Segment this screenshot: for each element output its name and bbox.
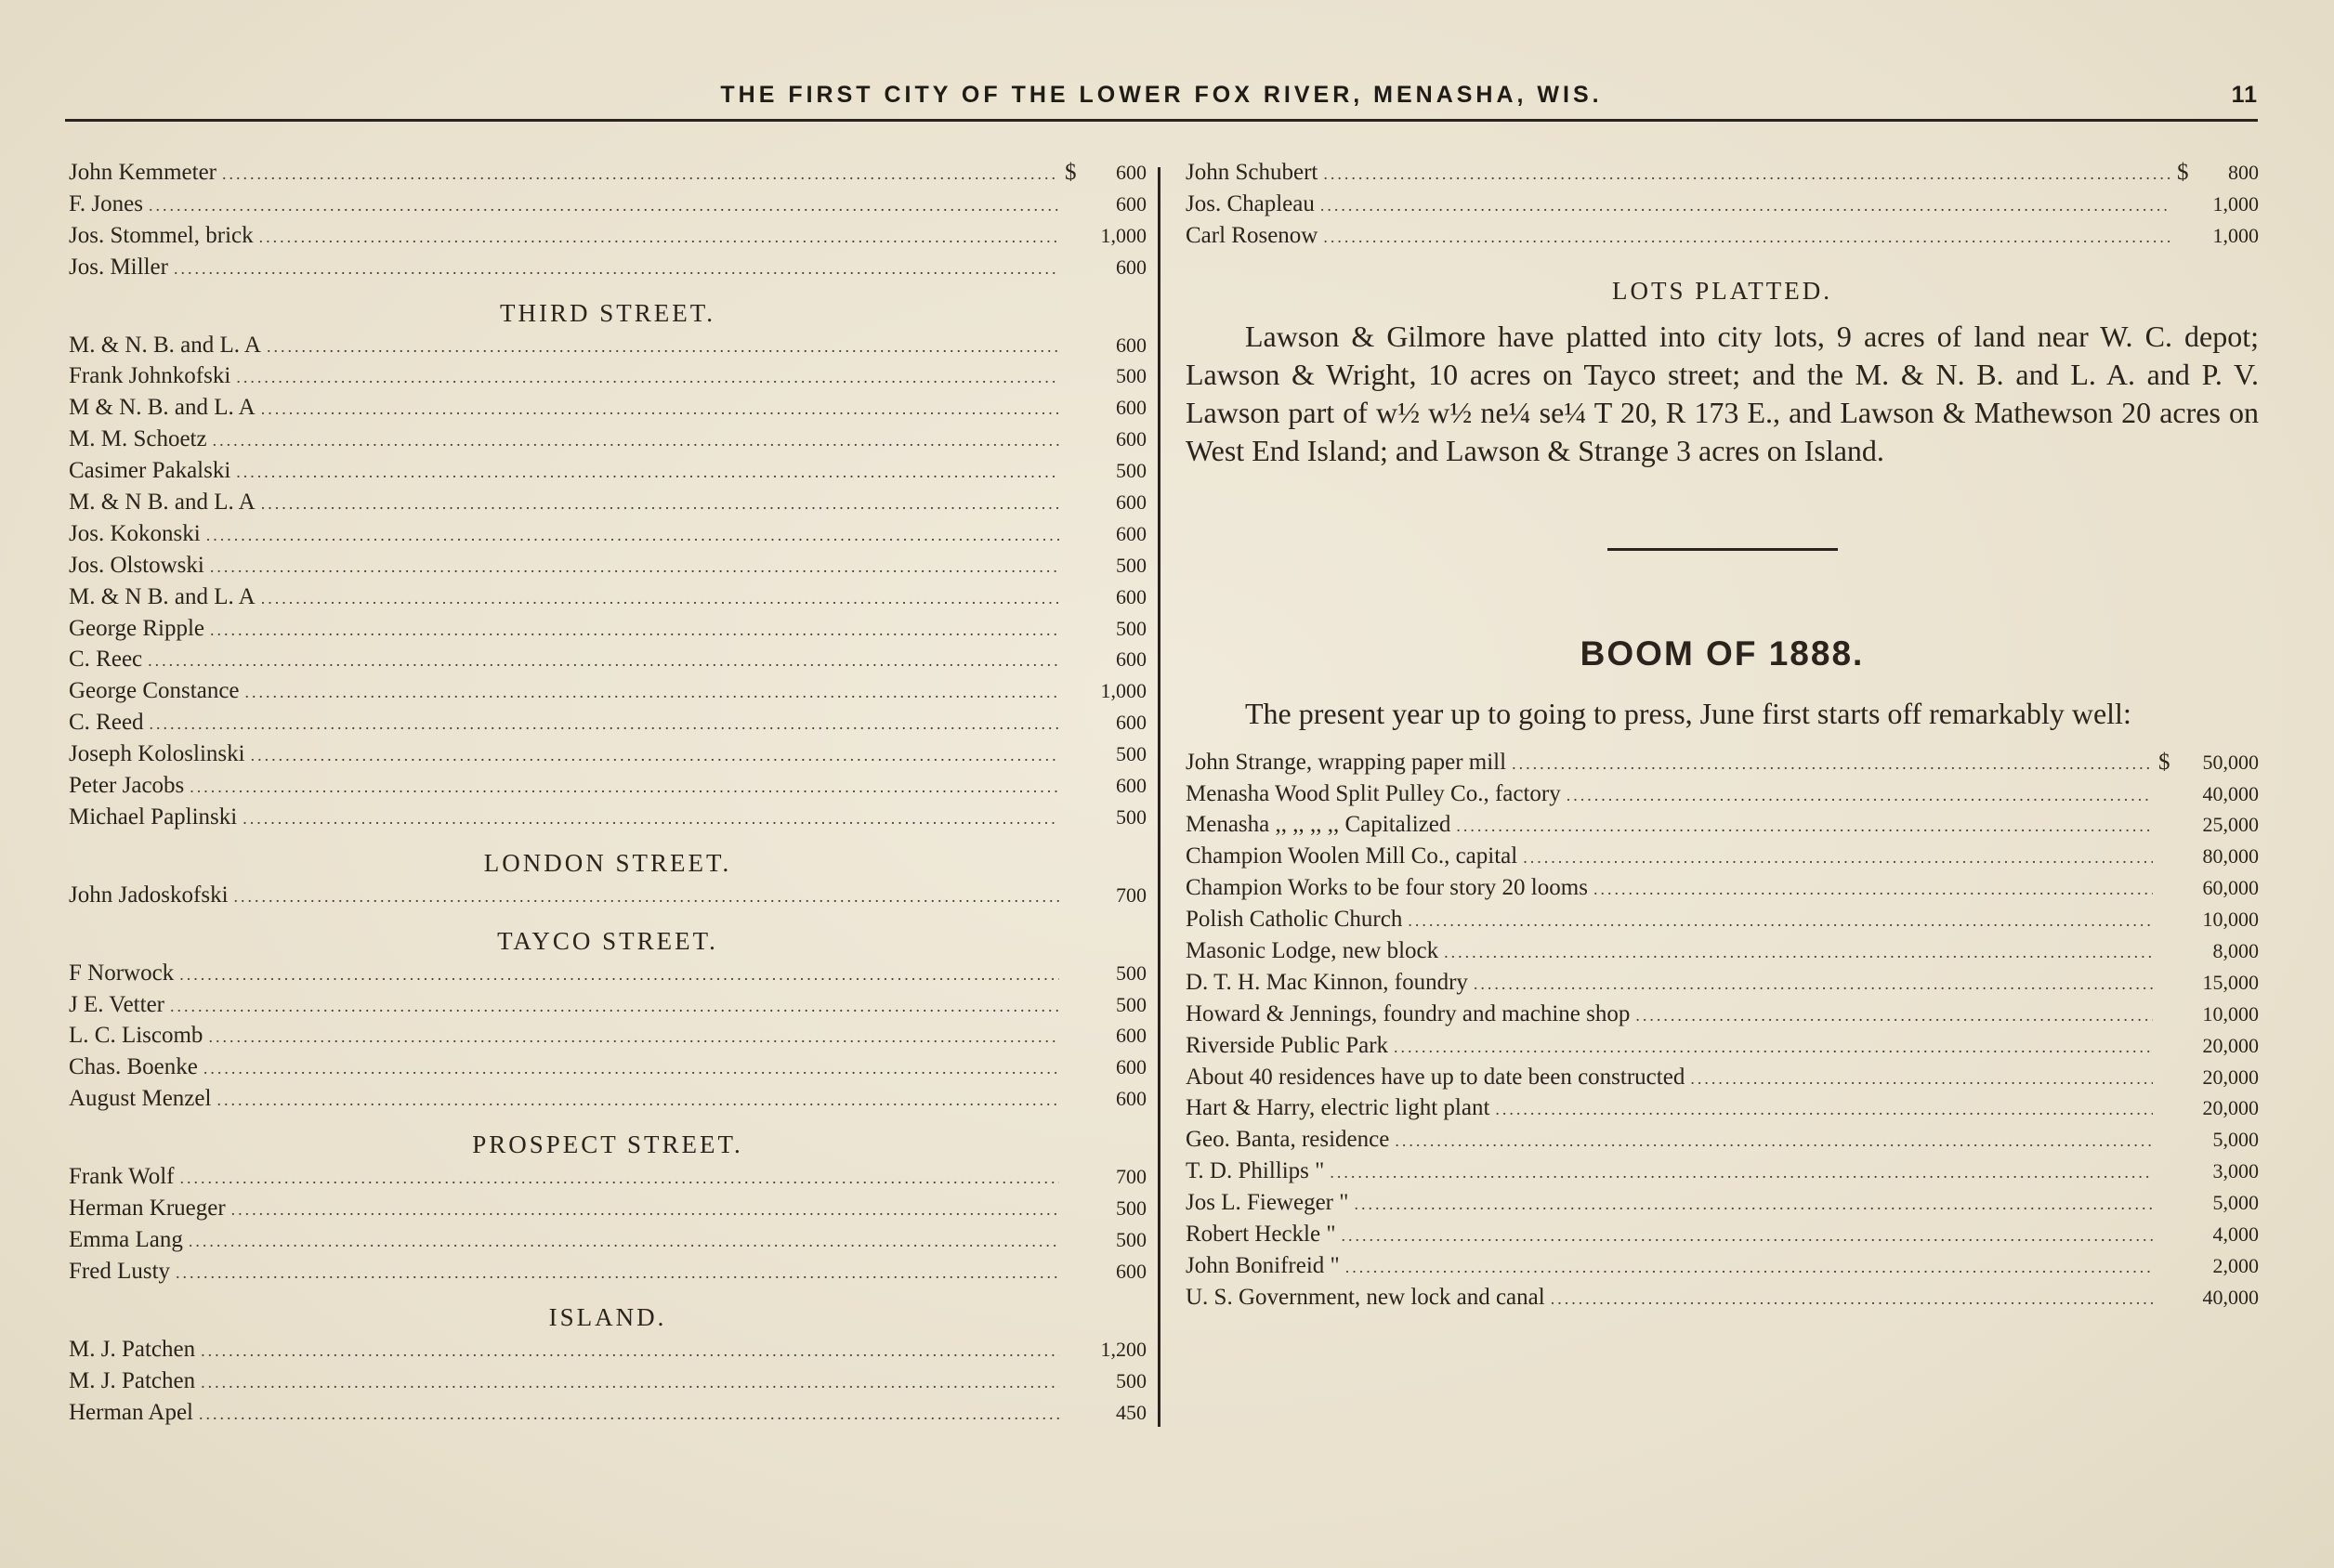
list-entry [69,333,1147,364]
section-heading: ISLAND. [548,1302,667,1331]
leader-dots [261,399,1059,419]
entry-name: Emma Lang [69,1226,183,1252]
entry-amount: 800 [2228,161,2259,184]
entry-amount: 450 [1116,1400,1147,1424]
boom-list [1186,750,2259,1316]
leader-dots [150,714,1059,734]
entry-currency: $ [1065,160,1077,185]
lots-platted-paragraph: Lawson & Gilmore have platted into city lots, 9 acres of land near W. C. depot; Lawson & Wright, 10 acres on Tayco street; and the M. & N. B. and L. A. and P. V. Lawson part of w½ w½ ne¼ se¼ T 20, R 173 E., and Lawson & Mathewson 20 acres on West End Island; and Lawson & Strange 3 acres on Island. [1186,319,2259,467]
section-heading: THIRD STREET. [500,298,715,327]
entry-name: C. Reed [69,710,144,736]
section-heading: TAYCO STREET. [497,926,718,955]
leader-dots [1593,880,2153,899]
entry-amount: 1,000 [2212,223,2259,247]
entry-name: Jos. Chapleau [1186,190,1315,216]
entry-amount: 500 [1116,1227,1147,1251]
entry-amount: 500 [1116,804,1147,829]
leader-dots [1444,943,2153,962]
entry-name: Fred Lusty [69,1258,171,1284]
list-entry [69,882,1147,914]
leader-dots [1635,1006,2153,1026]
list-entry [69,647,1147,678]
list-entry [69,1086,1147,1117]
section-heading: LONDON STREET. [483,848,732,877]
entry-amount: 600 [1116,191,1147,216]
list-entry [69,1054,1147,1086]
leader-dots [201,1373,1059,1392]
list-entry [69,223,1147,255]
entry-name: John Bonifreid " [1186,1252,1340,1278]
leader-dots [174,259,1059,279]
entry-amount: 700 [1116,882,1147,907]
entry-currency: $ [2177,160,2189,185]
list-entry [69,804,1147,836]
leader-dots [245,683,1059,702]
leader-dots [203,1059,1059,1078]
list-entry [69,1337,1147,1368]
entry-name: John Jadoskofski [69,882,229,908]
right-column [1186,160,2259,1316]
list-entry [69,1400,1147,1431]
entry-amount: 500 [1116,553,1147,577]
entry-amount: 2,000 [2212,1253,2259,1277]
entry-amount: 500 [1116,459,1147,483]
entry-name: M. M. Schoetz [69,426,207,452]
leader-dots [1354,1195,2153,1214]
entry-amount: 600 [1116,333,1147,357]
list-entry [1186,1222,2259,1253]
entry-name: Champion Works to be four story 20 looms [1186,875,1588,901]
section-rule [1607,548,1838,551]
entry-name: Chas. Boenke [69,1054,198,1080]
entry-amount: 3,000 [2212,1159,2259,1183]
leader-dots [190,777,1059,797]
section-heading: PROSPECT STREET. [472,1130,743,1159]
entry-name: Robert Heckle " [1186,1222,1336,1248]
list-entry [1186,750,2259,781]
entry-amount: 600 [1116,396,1147,420]
list-entry [69,992,1147,1024]
entry-name: D. T. H. Mac Kinnon, foundry [1186,969,1468,995]
entry-amount: 600 [1116,161,1147,184]
entry-name: M. & N B. and L. A [69,490,256,516]
entry-name: Jos. Stommel, brick [69,222,254,248]
list-entry [1186,907,2259,938]
entry-name: Herman Krueger [69,1196,226,1222]
entry-amount: 15,000 [2202,970,2259,994]
entry-name: Menasha Wood Split Pulley Co., factory [1186,780,1561,806]
leader-dots [1345,1258,2153,1277]
list-entry [69,255,1147,286]
entry-name: About 40 residences have up to date been constructed [1186,1064,1685,1090]
left-column [69,160,1147,1431]
entry-name: Champion Woolen Mill Co., capital [1186,843,1518,869]
entry-amount: 5,000 [2212,1191,2259,1215]
entry-name: Howard & Jennings, foundry and machine shop [1186,1000,1631,1026]
entry-amount: 600 [1116,427,1147,451]
list-entry [69,1368,1147,1400]
list-entry [69,521,1147,553]
list-entry [69,1164,1147,1196]
entry-amount: 20,000 [2202,1065,2259,1089]
list-entry [69,773,1147,804]
list-entry [1186,843,2259,875]
list-entry [1186,1127,2259,1158]
leader-dots [251,746,1059,765]
list-entry [69,710,1147,741]
entry-name: Frank Wolf [69,1164,175,1190]
list-entry [69,1227,1147,1259]
entry-name: M. J. Patchen [69,1367,196,1393]
entry-amount: 5,000 [2212,1128,2259,1152]
list-entry [1186,1095,2259,1127]
leader-dots [231,1200,1059,1220]
leader-dots [180,1169,1060,1188]
list-entry [1186,1285,2259,1316]
leader-dots [216,1091,1059,1110]
list-entry [69,458,1147,490]
street-sections [69,290,1147,1431]
entry-amount: 600 [1116,584,1147,608]
entry-name: F Norwock [69,960,175,986]
entry-amount: 500 [1116,992,1147,1016]
list-entry [69,191,1147,223]
header-rule [65,119,2258,122]
entry-name: George Constance [69,678,240,704]
entry-amount: 500 [1116,616,1147,640]
entry-name: M. J. Patchen [69,1336,196,1362]
boom-intro: The present year up to going to press, June first starts off remarkably well: [1245,696,2131,730]
list-entry [69,553,1147,584]
list-entry [69,160,1147,191]
list-entry [1186,938,2259,970]
entry-amount: 600 [1116,1055,1147,1079]
leader-dots [1395,1131,2153,1151]
entry-amount: 700 [1116,1165,1147,1189]
leader-dots [213,431,1059,451]
entry-amount: 500 [1116,1196,1147,1221]
entry-amount: 1,000 [2212,191,2259,216]
entry-name: Jos. Kokonski [69,520,201,546]
entry-amount: 20,000 [2202,1096,2259,1120]
entry-name: T. D. Phillips " [1186,1158,1325,1184]
entry-name: Frank Johnkofski [69,363,231,389]
entry-amount: 600 [1116,711,1147,735]
entry-name: Joseph Koloslinski [69,741,245,767]
entry-name: U. S. Government, new lock and canal [1186,1284,1545,1310]
list-entry [1186,1158,2259,1190]
leader-dots [210,557,1059,577]
list-entry [1186,875,2259,907]
leader-dots [176,1263,1059,1283]
list-entry [1186,781,2259,813]
entry-amount: 500 [1116,960,1147,985]
list-entry [1186,1253,2259,1285]
entry-name: Carl Rosenow [1186,222,1318,248]
entry-amount: 600 [1116,774,1147,798]
leader-dots [1342,1226,2153,1246]
entry-amount: 40,000 [2202,781,2259,805]
entry-name: John Schubert [1186,160,1318,185]
entry-amount: 4,000 [2212,1222,2259,1247]
entry-name: Jos. Miller [69,254,168,280]
leader-dots [1408,911,2153,931]
list-entry [69,678,1147,710]
list-entry [69,616,1147,647]
list-entry [69,426,1147,458]
leader-dots [1567,786,2153,805]
column-divider [1158,167,1160,1427]
entry-amount: 10,000 [2202,1001,2259,1026]
list-entry [1186,160,2259,191]
entry-amount: 500 [1116,1368,1147,1392]
leader-dots [179,965,1059,985]
leader-dots [261,589,1059,608]
leader-dots [1551,1289,2153,1309]
list-entry [1186,191,2259,223]
leader-dots [1512,754,2153,774]
running-header [65,78,2258,115]
entry-amount: 60,000 [2202,876,2259,900]
entry-name: M & N. B. and L. A [69,395,256,421]
entry-currency: $ [2158,749,2170,775]
entry-amount: 600 [1116,1259,1147,1283]
entry-name: John Kemmeter [69,160,216,185]
entry-name: L. C. Liscomb [69,1023,203,1049]
entry-name: Peter Jacobs [69,773,185,799]
leader-dots [148,651,1059,671]
leader-dots [206,526,1059,545]
entry-amount: 1,000 [1100,223,1147,247]
list-entry [69,363,1147,395]
lots-platted-heading: LOTS PLATTED. [1612,276,1832,305]
leader-dots [149,196,1059,216]
entry-name: Casimer Pakalski [69,458,231,484]
leader-dots [1456,817,2153,836]
leader-dots [1330,1163,2153,1183]
entry-amount: 25,000 [2202,813,2259,837]
leader-dots [236,368,1059,387]
entry-name: F. Jones [69,190,143,216]
boom-heading: BOOM OF 1888. [1580,634,1865,673]
entry-amount: 10,000 [2202,908,2259,932]
entry-amount: 80,000 [2202,844,2259,869]
entry-amount: 600 [1116,647,1147,672]
leader-dots [1523,848,2153,868]
left-top-list [69,160,1147,286]
list-entry [69,741,1147,773]
entry-amount: 1,200 [1100,1337,1147,1361]
entry-name: Riverside Public Park [1186,1032,1389,1058]
page-number: 11 [2231,82,2258,108]
leader-dots [259,228,1059,247]
entry-amount: 600 [1116,1024,1147,1048]
leader-dots [267,337,1059,357]
entry-amount: 600 [1116,1087,1147,1111]
leader-dots [210,621,1059,640]
list-entry [1186,1065,2259,1096]
leader-dots [1323,228,2171,247]
leader-dots [236,463,1059,482]
list-entry [69,1196,1147,1227]
entry-amount: 600 [1116,255,1147,279]
entry-name: Menasha ,, ,, ,, ,, Capitalized [1186,812,1451,838]
entry-name: M. & N. B. and L. A [69,332,261,358]
list-entry [1186,970,2259,1001]
list-entry [1186,1033,2259,1065]
entry-name: George Ripple [69,615,205,641]
list-entry [69,395,1147,426]
list-entry [69,490,1147,521]
right-top-list [1186,160,2259,255]
list-entry [69,960,1147,992]
entry-amount: 50,000 [2202,750,2259,774]
entry-amount: 600 [1116,490,1147,515]
list-entry [69,1023,1147,1054]
entry-name: Jos L. Fieweger " [1186,1190,1349,1216]
list-entry [1186,1190,2259,1222]
list-entry [1186,223,2259,255]
leader-dots [189,1232,1059,1251]
leader-dots [1320,196,2171,216]
entry-name: M. & N B. and L. A [69,583,256,609]
entry-name: Masonic Lodge, new block [1186,938,1439,964]
entry-amount: 500 [1116,364,1147,388]
entry-amount: 20,000 [2202,1033,2259,1057]
entry-amount: 8,000 [2212,939,2259,963]
leader-dots [243,809,1059,829]
entry-name: C. Reec [69,647,143,673]
leader-dots [1495,1100,2153,1119]
entry-name: J E. Vetter [69,991,164,1017]
entry-amount: 40,000 [2202,1285,2259,1309]
leader-dots [170,997,1059,1016]
entry-name: Michael Paplinski [69,804,238,830]
leader-dots [1474,974,2153,994]
leader-dots [201,1341,1059,1361]
entry-name: August Menzel [69,1086,212,1112]
list-entry [69,584,1147,616]
leader-dots [222,164,1059,184]
entry-name: Hart & Harry, electric light plant [1186,1095,1490,1121]
entry-amount: 600 [1116,521,1147,545]
list-entry [1186,812,2259,843]
entry-name: Geo. Banta, residence [1186,1127,1390,1153]
leader-dots [1323,164,2171,184]
entry-name: Jos. Olstowski [69,552,204,578]
leader-dots [199,1405,1059,1424]
entry-amount: 1,000 [1100,679,1147,703]
entry-name: Herman Apel [69,1399,193,1425]
leader-dots [208,1027,1059,1047]
entry-name: John Strange, wrapping paper mill [1186,749,1507,775]
entry-name: Polish Catholic Church [1186,907,1403,933]
list-entry [1186,1001,2259,1033]
leader-dots [234,887,1059,907]
leader-dots [261,494,1059,514]
leader-dots [1394,1038,2153,1057]
entry-amount: 500 [1116,742,1147,766]
leader-dots [1690,1069,2153,1089]
header-title: THE FIRST CITY OF THE LOWER FOX RIVER, MENASHA, WIS. [720,82,1603,108]
list-entry [69,1259,1147,1290]
